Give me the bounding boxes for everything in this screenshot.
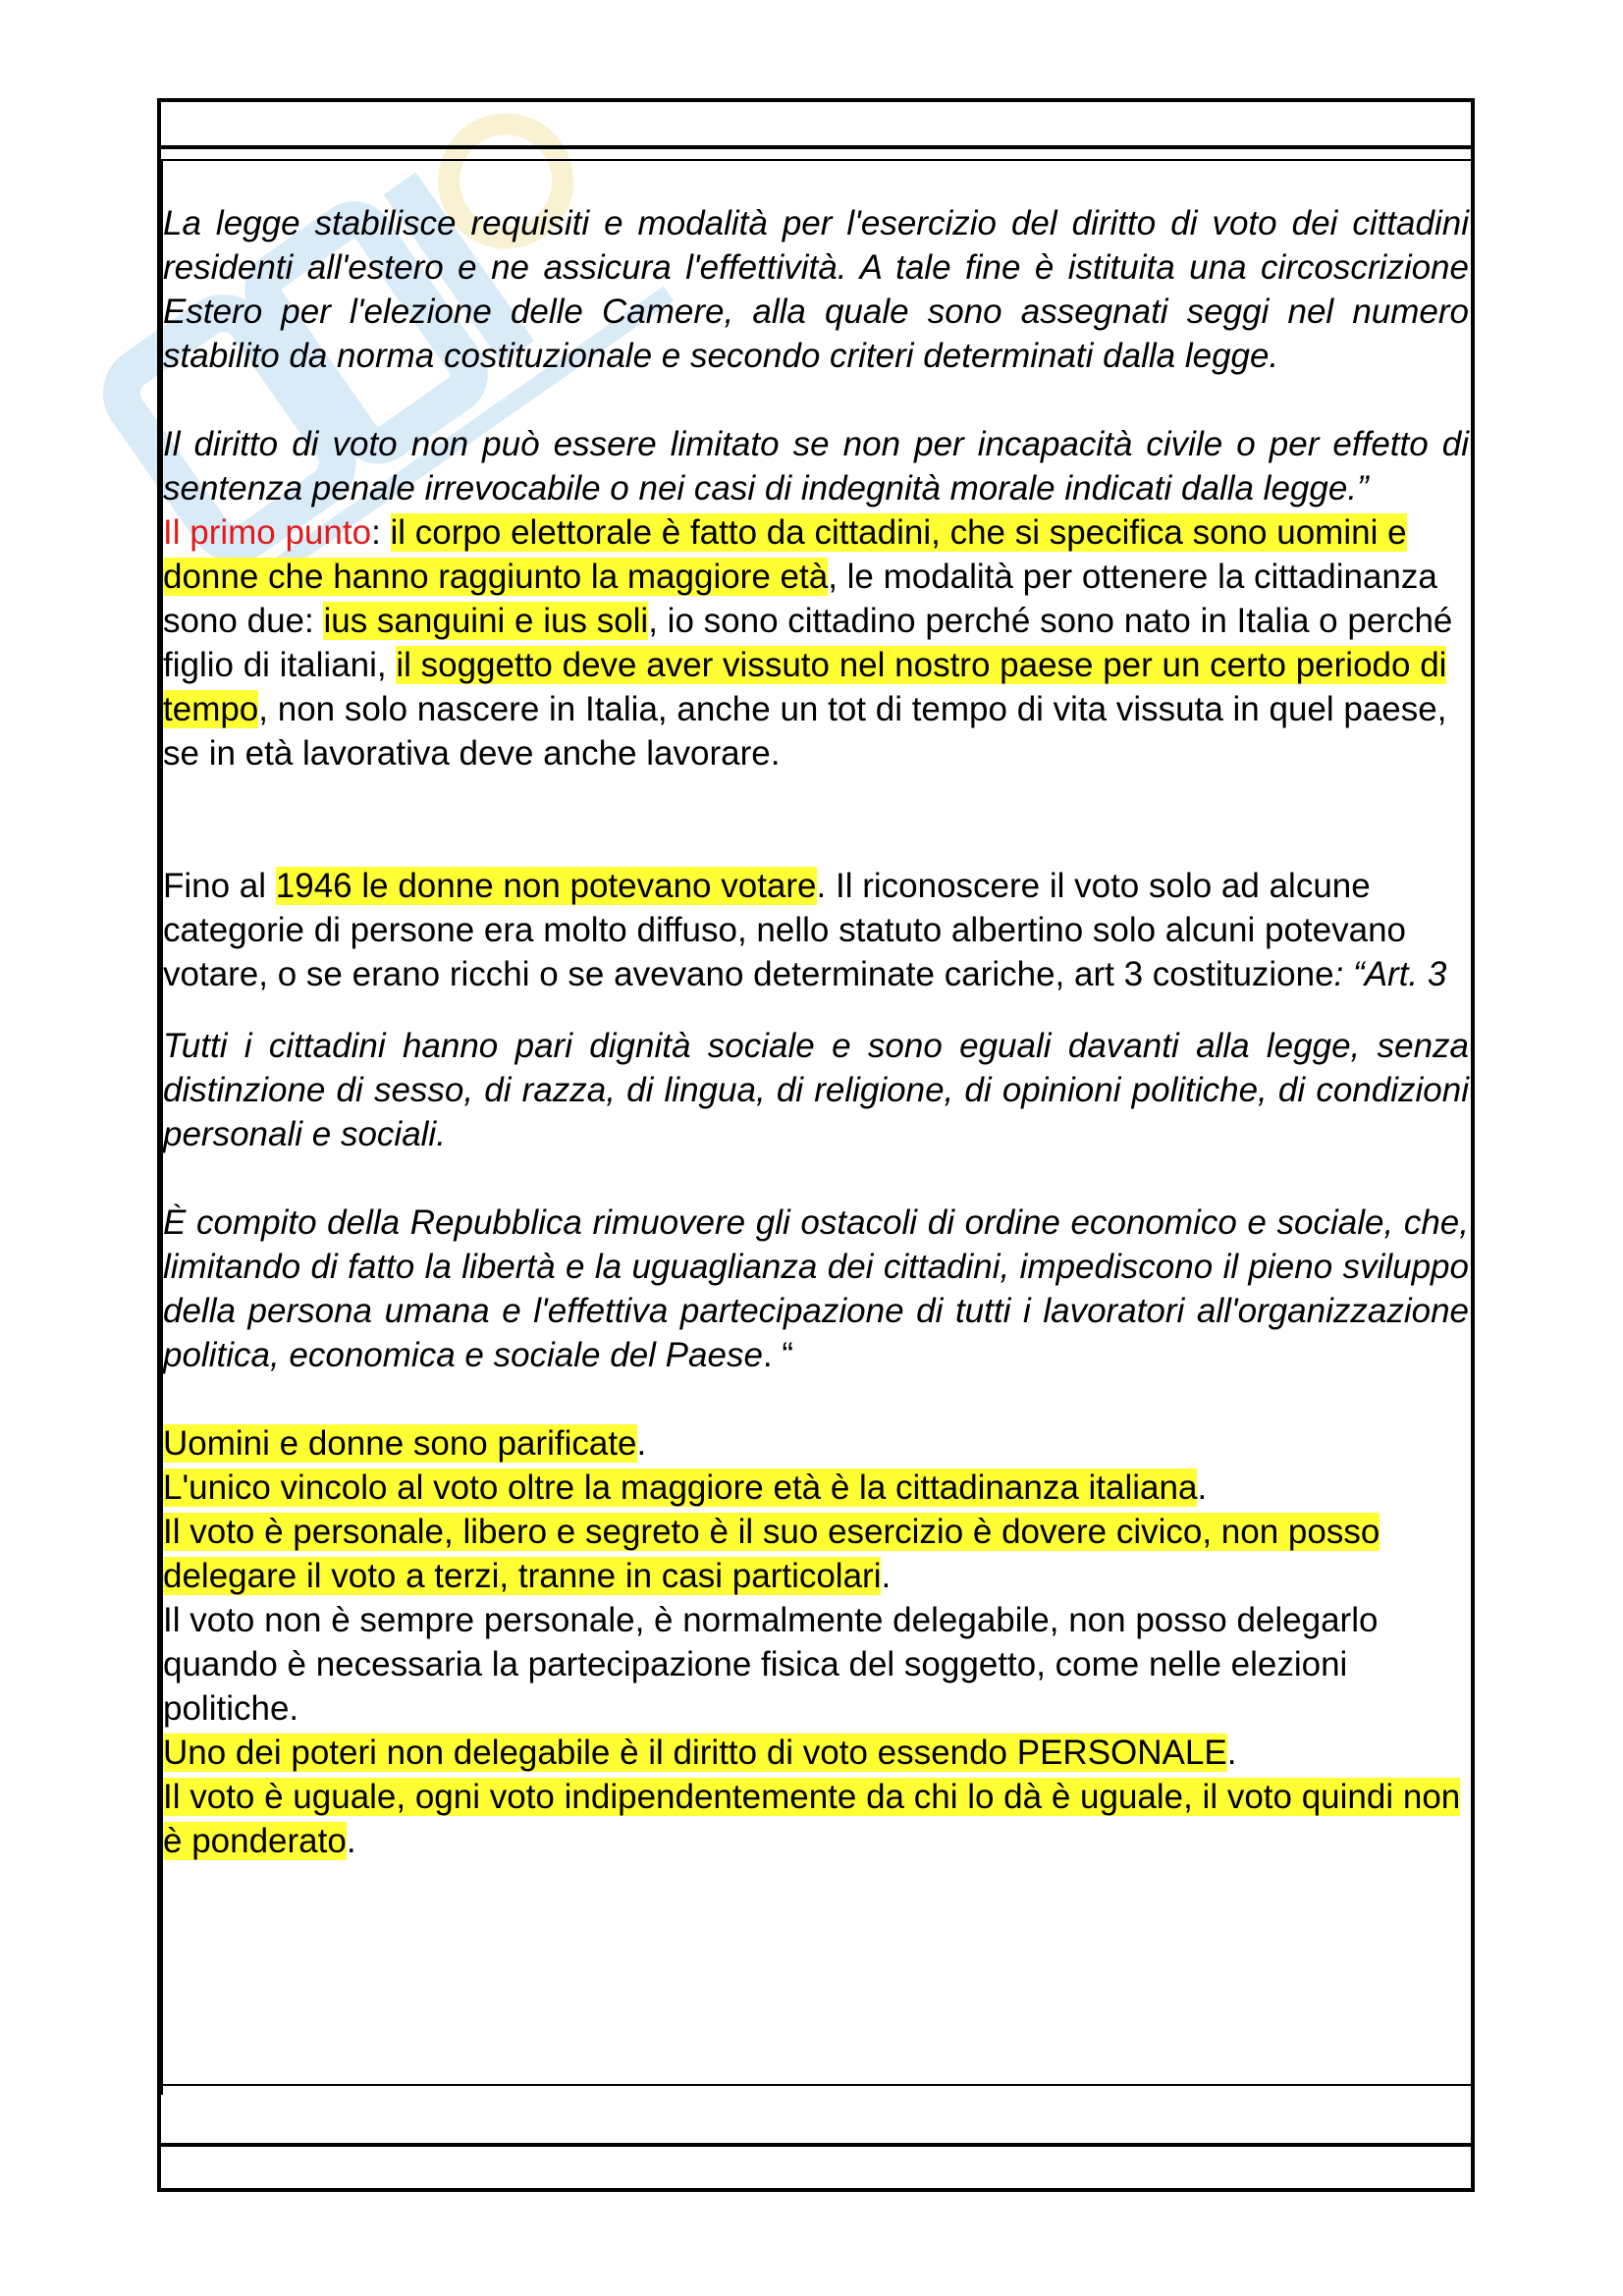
summary-line-3 — [163, 1510, 1469, 1598]
text-segment: , non solo nascere in Italia, anche un tot di tempo di vita vissuta in quel paese, se in età lavorativa deve anche lavorare. — [163, 690, 1447, 773]
header-rule — [161, 159, 1471, 161]
summary-line-1 — [163, 1421, 1469, 1466]
paragraph-fino-1946 — [163, 864, 1469, 996]
paragraph-art3-comma2 — [163, 1201, 1469, 1377]
document-body — [163, 201, 1469, 1863]
highlight: Uno dei poteri non delegabile è il diritto di voto essendo PERSONALE — [163, 1734, 1227, 1772]
text-segment: . “ — [762, 1336, 794, 1374]
text-segment: È compito della Repubblica rimuovere gli ostacoli di ordine economico e sociale, che, limitando di fatto la libertà e la uguaglianza dei cittadini, impediscono il pieno sviluppo della persona umana e l'effettiva partecipazione di tutti i lavoratori all'organizzazione politica, economica e sociale del Paese — [163, 1203, 1469, 1374]
text-segment: . — [346, 1822, 356, 1860]
summary-line-5 — [163, 1731, 1469, 1775]
highlight: 1946 le donne non potevano votare — [275, 867, 817, 905]
text-segment: : “Art. 3 — [1333, 955, 1447, 993]
highlight: il soggetto deve aver vissuto nel nostro paese per un certo periodo di tempo — [163, 646, 1447, 728]
primo-punto-label: Il primo punto — [163, 513, 372, 552]
summary-line-2 — [163, 1466, 1469, 1510]
text-segment: . — [636, 1424, 647, 1463]
text-segment: . — [1197, 1468, 1208, 1507]
highlight: Il voto è uguale, ogni voto indipendentemente da chi lo dà è uguale, il voto quindi non è ponderato — [163, 1778, 1461, 1860]
highlight: Il voto è personale, libero e segreto è il suo esercizio è dovere civico, non posso delegare il voto a terzi, tranne in casi particolari — [163, 1513, 1380, 1595]
summary-line-4: Il voto non è sempre personale, è normalmente delegabile, non posso delegarlo quando è necessaria la partecipazione fisica del soggetto, come nelle elezioni politiche. — [163, 1601, 1379, 1728]
header-band — [161, 102, 1471, 149]
highlight: Uomini e donne sono parificate — [163, 1424, 637, 1463]
footer-band — [161, 2143, 1471, 2188]
text-segment: : — [371, 513, 391, 552]
paragraph-primo-punto — [163, 510, 1469, 775]
text-segment: . — [1226, 1734, 1237, 1772]
highlight: L'unico vincolo al voto oltre la maggiore età è la cittadinanza italiana — [163, 1468, 1198, 1507]
text-segment: , io sono cittadino perché sono nato in Italia o perché figlio di italiani, — [163, 602, 1453, 684]
summary-line-6 — [163, 1775, 1469, 1863]
text-segment: . — [881, 1557, 892, 1595]
paragraph-art3-comma1: Tutti i cittadini hanno pari dignità sociale e sono eguali davanti alla legge, senza distinzione di sesso, di razza, di lingua, di religione, di opinioni politiche, di condizioni personali e sociali. — [163, 1027, 1469, 1153]
highlight: il corpo elettorale è fatto da cittadini, che si specifica sono uomini e donne che hanno raggiunto la maggiore età — [163, 513, 1407, 596]
text-segment: Fino al — [163, 867, 276, 905]
footer-rule — [161, 2084, 1471, 2086]
paragraph-estero: La legge stabilisce requisiti e modalità per l'esercizio del diritto di voto dei cittadini residenti all'estero e ne assicura l'effettività. A tale fine è istituita una circoscrizione Estero per l'elezione delle Camere, alla quale sono assegnati seggi nel numero stabilito da norma costituzionale e secondo criteri determinati dalla legge. — [163, 204, 1469, 375]
paragraph-limiti: Il diritto di voto non può essere limitato se non per incapacità civile o per effetto di sentenza penale irrevocabile o nei casi di indegnità morale indicati dalla legge.” — [163, 425, 1469, 507]
text-segment: , le modalità per ottenere la cittadinanza sono due: — [163, 558, 1437, 640]
highlight: ius sanguini e ius soli — [323, 602, 649, 640]
text-segment: . Il riconoscere il voto solo ad alcune categorie di persone era molto diffuso, nello statuto albertino solo alcuni potevano votare, o se erano ricchi o se avevano determinate cariche, art 3 costituzione — [163, 867, 1406, 993]
